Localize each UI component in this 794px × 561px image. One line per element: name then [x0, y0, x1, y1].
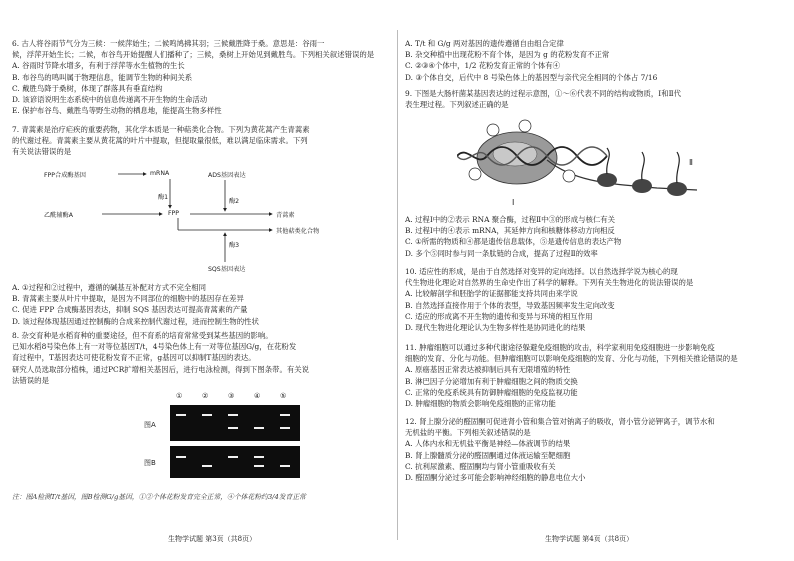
q8-line: 已知水稻8号染色体上有一对等位基因T/t，4号染色体上有一对等位基因G/g，在花粉发: [12, 342, 297, 352]
q11-line: 11. 肿瘤细胞可以通过多种代谢途径躲避免疫细胞的攻击，科学家利用免疫细胞进一步影响免疫: [405, 343, 715, 352]
q11-line: 细胞的发育、分化与功能。但肿瘤细胞可以影响免疫细胞的发育、分化与功能，下列相关推论错误的是: [405, 354, 738, 364]
q6-line: C. 戴胜鸟降于桑树，体现了群落具有垂直结构: [12, 83, 163, 93]
lane-2-label: ②: [202, 392, 209, 400]
band: [228, 414, 238, 416]
ribosome: [597, 173, 617, 187]
q7-option: B. 青蒿素主要从叶片中提取，是因为不同部位的细胞中的基因存在差异: [12, 294, 244, 304]
gel-a: [170, 405, 300, 441]
question-6: [12, 38, 390, 116]
band: [176, 414, 186, 416]
q6-line: 6. 古人将谷雨节气分为三候：一候萍始生；二候鸣鸠拂其羽；三候戴胜降于桑。意思是：谷雨一: [12, 39, 325, 48]
gene-expression-drawing: [457, 114, 717, 210]
q8-line: 研究人员选取部分植株，通过PCR扩增相关基因后，进行电泳检测，得到下图条带。有关说: [12, 364, 310, 374]
question-12: [405, 416, 783, 483]
acetyl-coa-label: 乙酰辅酶A: [44, 212, 73, 219]
q9-option: A. 过程Ⅰ中的②表示 RNA 聚合酶，过程Ⅱ中③的形成与核仁有关: [405, 215, 616, 224]
band: [254, 456, 264, 458]
q10-line: 代生物进化理论对自然界的生命史作出了科学的解释。下列有关生物进化的说法错误的是: [405, 278, 694, 288]
question-10: [405, 266, 783, 333]
question-9-options: [405, 214, 783, 259]
other-terpenes-label: 其他萜类化合物: [276, 228, 320, 235]
question-7-options: [12, 282, 390, 327]
q6-line: B. 布谷鸟的鸣叫属于物理信息，能调节生物的种间关系: [12, 72, 193, 82]
q10-line: 10. 适应性的形成，是由于自然选择对变异的定向选择。以自然选择学说为核心的现: [405, 267, 678, 276]
q7-line: 有关说法错误的是: [12, 147, 72, 157]
peptide-chain: [607, 148, 680, 183]
q10-line: C. 适应的形成离不开生物的遗传和变异与环境的相互作用: [405, 311, 593, 321]
q9-line: 9. 下图是大肠杆菌某基因表达的过程示意图，①～⑥代表不同的结构或物质，Ⅰ和Ⅱ代: [405, 89, 682, 98]
q12-line: D. 醛固酮分泌过多可能会影响神经细胞的静息电位大小: [405, 472, 586, 482]
gene-expression-figure: [457, 114, 717, 210]
lane-5-label: ⑤: [280, 392, 287, 400]
question-11: [405, 342, 783, 409]
q8-option: A. T/t 和 G/g 两对基因的遗传遵循自由组合定律: [405, 39, 564, 48]
pathway-diagram: [40, 166, 360, 278]
question-7: [12, 124, 390, 158]
q11-line: A. 原癌基因正常表达被抑制后具有无限增殖的特性: [405, 365, 571, 375]
fpp-synthase-gene-label: FPP合成酶基因: [44, 172, 86, 179]
lane-4-label: ④: [254, 392, 261, 400]
q11-line: D. 肿瘤细胞的物质会影响免疫细胞的正常功能: [405, 398, 556, 408]
fpp-label: FPP: [168, 210, 180, 217]
lane-3-label: ③: [228, 392, 235, 400]
q7-option: A. ①过程和②过程中，遵循的碱基互补配对方式不完全相同: [12, 283, 207, 292]
q8-line: 8. 杂交育种是水稻育种的重要途径，但不育系的培育常常受到某些基因的影响。: [12, 331, 273, 340]
q9-line: 表生理过程。下列叙述正确的是: [405, 100, 509, 110]
q10-line: A. 比较解剖学和胚胎学的证据都能支持共同由来学说: [405, 289, 578, 299]
figure-note: 注：图A检测T/t基因，图B检测G/g基因，①②个体花粉发育完全正常，④个体花粉约3/4发育正常: [12, 493, 306, 501]
q9-option: B. 过程Ⅰ中的④表示 mRNA，其延伸方向和核糖体移动方向相反: [405, 226, 615, 236]
figure-a-label: 图A: [144, 421, 156, 429]
page-footer-left: 生物学试题 第3页（共8页）: [168, 535, 257, 543]
q7-option: D. 该过程体现基因通过控制酶的合成来控制代谢过程，进而控制生物的性状: [12, 316, 259, 326]
question-8: [12, 330, 390, 386]
band: [280, 465, 290, 467]
q12-line: B. 肾上腺髓质分泌的醛固酮通过体液运输至靶细胞: [405, 450, 571, 460]
q12-line: A. 人体内水和无机盐平衡是神经—体液调节的结果: [405, 439, 571, 449]
band: [254, 427, 264, 429]
sqs-gene-label: SQS基因表达: [208, 266, 246, 273]
band: [228, 456, 238, 458]
process-2-label: Ⅱ: [689, 158, 693, 167]
enzyme1-label: 酶1: [158, 194, 169, 201]
q9-option: C. ①所需的物质和④都是遗传信息载体，⑤是遗传信息的表达产物: [405, 237, 622, 247]
q8-option: C. ②③④个体中，1/2 花粉发育正常的个体有④: [405, 61, 561, 71]
q9-option: D. 多个⑤同时参与同一条肽链的合成，提高了过程Ⅱ的效率: [405, 248, 598, 258]
right-page: [397, 0, 794, 561]
q8-line: 法错误的是: [12, 375, 49, 385]
q6-line: D. 该谚语说明生态系统中的信息传递离不开生物的生命活动: [12, 94, 208, 104]
q10-line: B. 自然选择直接作用于个体的表型，导致基因频率发生定向改变: [405, 300, 615, 310]
gel-b: [170, 446, 300, 478]
enzyme2-label: 酶2: [229, 198, 240, 205]
enzyme3-label: 酶3: [229, 242, 240, 249]
q12-line: 无机盐的平衡。下列相关叙述错误的是: [405, 428, 531, 438]
band: [228, 427, 238, 429]
q11-line: C. 正常的免疫系统具有防御肿瘤细胞的免疫监视功能: [405, 387, 578, 397]
q8-option: B. 杂交种植中出现花粉不育个体，是因为 g 的花粉发育不正常: [405, 50, 610, 60]
question-8-options: [405, 38, 783, 83]
band: [254, 465, 264, 467]
q6-line: 候，浮萍开始生长；二候，布谷鸟开始提醒人们播种了；三候，桑树上开始见到戴胜鸟。下列相关叙述错误的是: [12, 50, 375, 60]
q10-line: D. 现代生物进化理论认为生物多样性是协同进化的结果: [405, 322, 586, 332]
pathway-arrows: [40, 166, 360, 278]
mrna-label: mRNA: [150, 170, 170, 177]
ribosome: [632, 179, 652, 193]
artemisinin-label: 青蒿素: [276, 212, 295, 219]
q8-line: 育过程中，T基因表达可使花粉发育不正常，g基因可以抑制T基因的表达。: [12, 353, 256, 363]
band: [176, 456, 186, 458]
question-9: [405, 88, 783, 110]
q12-line: 12. 肾上腺分泌的醛固酮可促进肾小管和集合管对钠离子的吸收，肾小管分泌钾离子，调节水和: [405, 417, 715, 426]
q6-line: E. 保护布谷鸟、戴胜鸟等野生动物的栖息地，能提高生物多样性: [12, 106, 222, 116]
lane-1-label: ①: [176, 392, 183, 400]
q7-line: 的代谢过程。青蒿素主要从黄花蒿的叶片中提取，但提取量很低，难以满足临床需求。下列: [12, 136, 308, 146]
band: [280, 414, 290, 416]
q6-line: A. 谷雨时节降水增多，有利于浮萍等水生植物的生长: [12, 61, 185, 71]
band: [202, 465, 212, 467]
process-1-label: Ⅰ: [512, 198, 515, 207]
band: [280, 427, 290, 429]
ribosome: [667, 182, 687, 196]
ads-gene-label: ADS基因表达: [208, 172, 246, 179]
q7-option: C. 促进 FPP 合成酶基因表达，抑制 SQS 基因表达可提高青蒿素的产量: [12, 305, 248, 315]
q8-option: D. ③个体自交，后代中 8 号染色体上的基因型与亲代完全相同的个体占 7/16: [405, 72, 658, 82]
band: [202, 414, 212, 416]
electrophoresis-figure: [140, 392, 300, 482]
q7-line: 7. 青蒿素是治疗疟疾的重要药物，其化学本质是一种萜类化合物。下列为黄花蒿产生青蒿素: [12, 125, 310, 134]
page-footer-right: 生物学试题 第4页（共8页）: [545, 535, 634, 543]
q11-line: B. 淋巴因子分泌增加有利于肿瘤细胞之间的物质交换: [405, 376, 578, 386]
q12-line: C. 抗利尿激素、醛固酮均与肾小管重吸收有关: [405, 461, 556, 471]
figure-b-label: 图B: [144, 459, 156, 467]
